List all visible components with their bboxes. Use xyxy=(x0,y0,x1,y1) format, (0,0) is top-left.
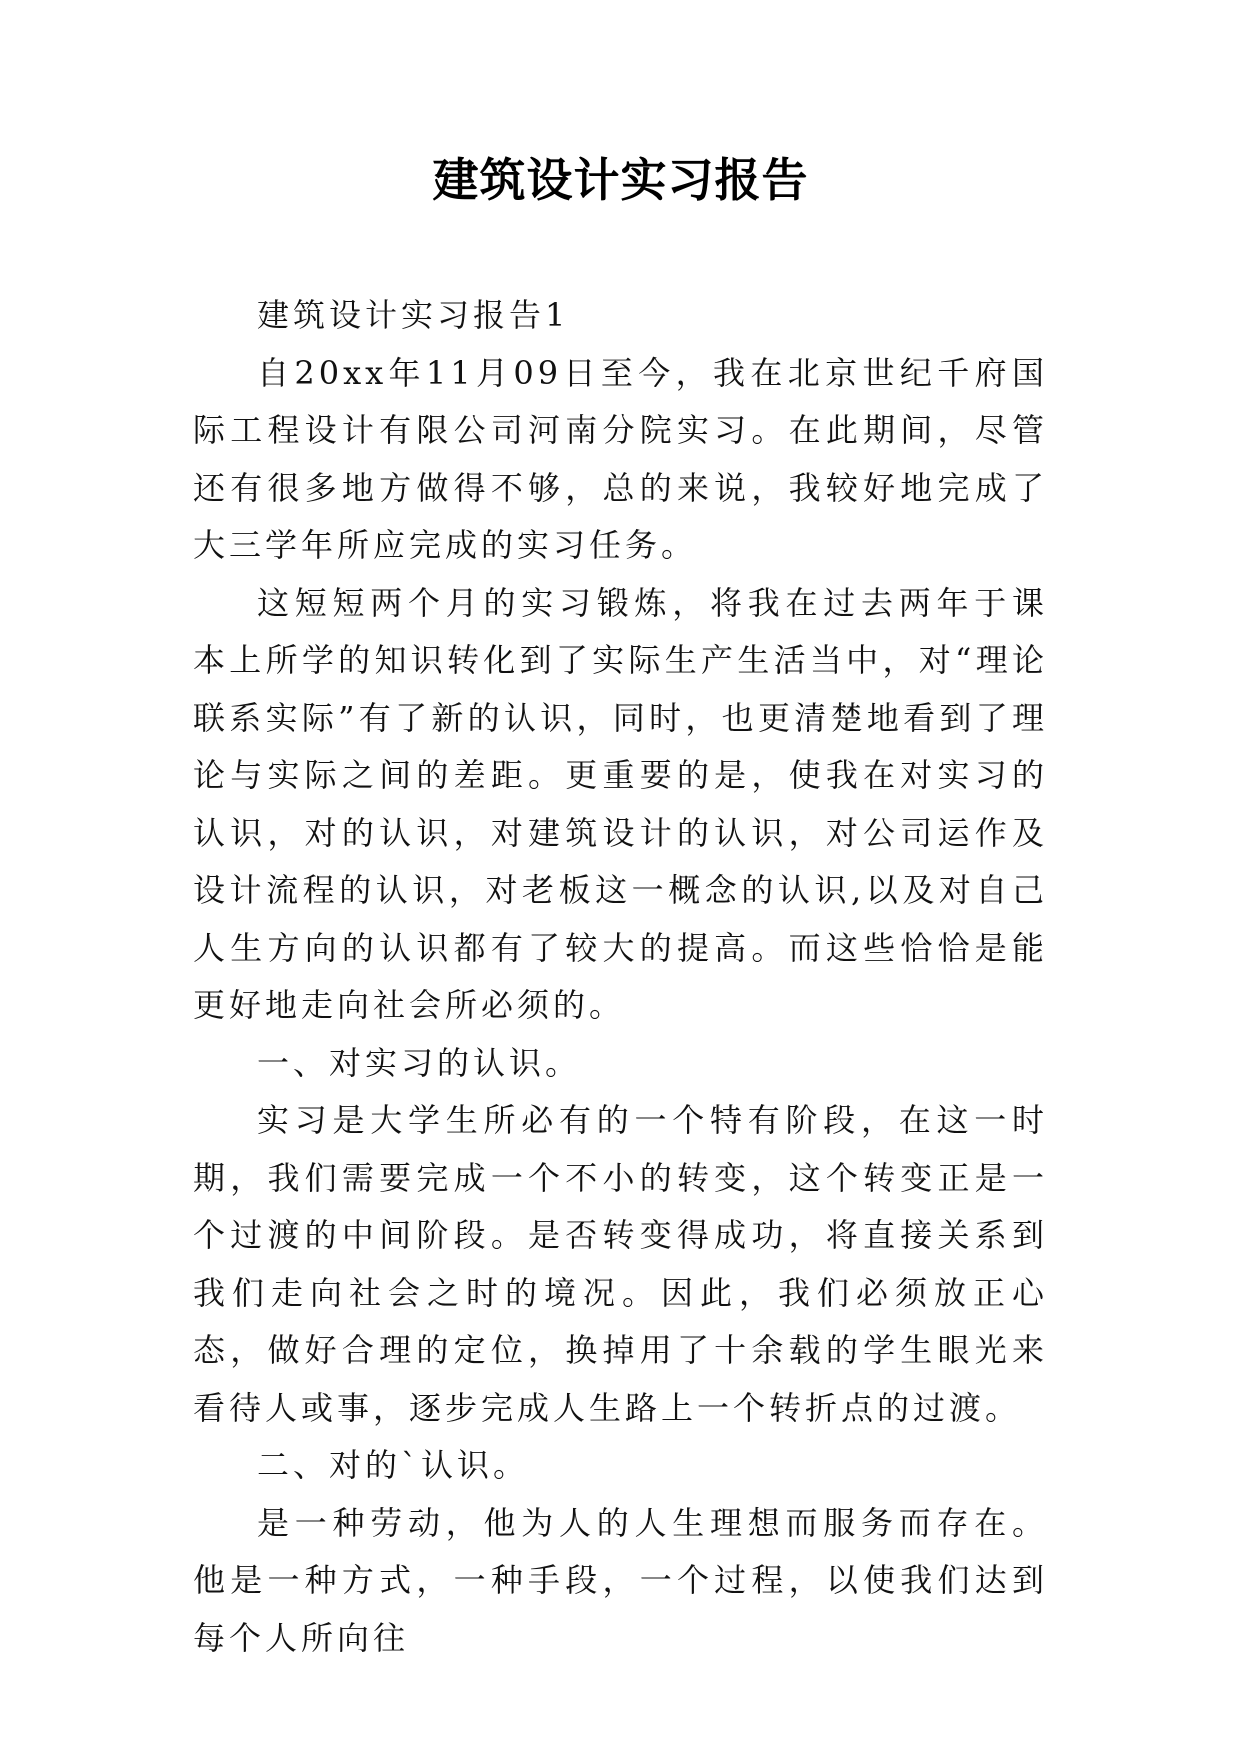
report-subtitle: 建筑设计实习报告1 xyxy=(257,296,570,334)
body-paragraph: 自20xx年11月09日至今，我在北京世纪千府国际工程设计有限公司河南分院实习。在此期间，尽管还有很多地方做得不够，总的来说，我较好地完成了大三学年所应完成的实习任务。 xyxy=(193,353,1048,564)
body-paragraph: 是一种劳动，他为人的人生理想而服务而存在。他是一种方式，一种手段，一个过程，以使我们达到每个人所向往 xyxy=(193,1503,1048,1657)
document-title: 建筑设计实习报告 xyxy=(432,153,809,207)
section-heading: 二、对的`认识。 xyxy=(257,1446,530,1484)
section-heading: 一、对实习的认识。 xyxy=(257,1043,582,1082)
body-paragraph: 这短短两个月的实习锻炼，将我在过去两年于课本上所学的知识转化到了实际生产生活当中，对“理论联系实际”有了新的认识，同时，也更清楚地看到了理论与实际之间的差距。更重要的是，使我在对实习的认识，对的认识，对建筑设计的认识，对公司运作及设计流程的认识，对老板这一概念的认识,以及对自己人生方向的认识都有了较大的提高。而这些恰恰是能更好地走向社会所必须的。 xyxy=(193,583,1048,1024)
body-paragraph: 实习是大学生所必有的一个特有阶段，在这一时期，我们需要完成一个不小的转变，这个转变正是一个过渡的中间阶段。是否转变得成功，将直接关系到我们走向社会之时的境况。因此，我们必须放正心态，做好合理的定位，换掉用了十余载的学生眼光来看待人或事，逐步完成人生路上一个转折点的过渡。 xyxy=(193,1101,1048,1427)
document-body xyxy=(193,287,1048,1667)
